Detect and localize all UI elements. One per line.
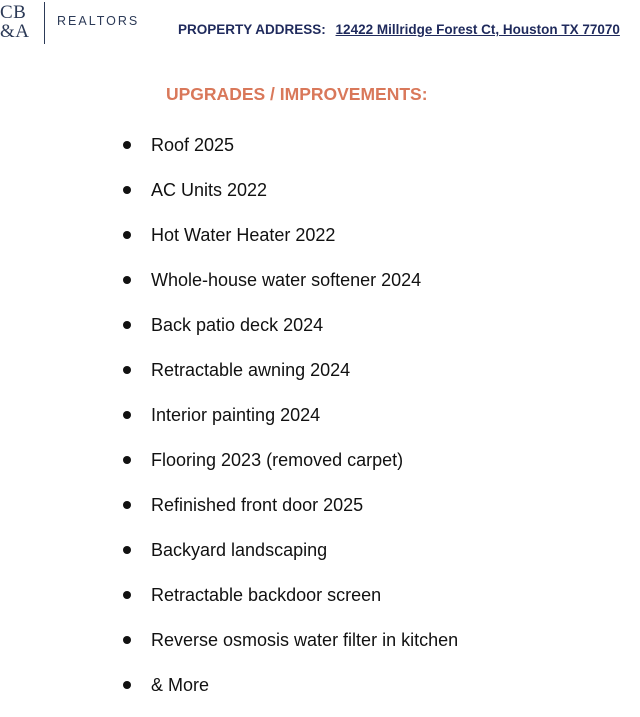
list-item-text: Flooring 2023 (removed carpet) [151, 450, 404, 470]
bullet-icon [123, 636, 131, 644]
bullet-icon [123, 231, 131, 239]
list-item-text: Refinished front door 2025 [151, 495, 364, 515]
section-heading: UPGRADES / IMPROVEMENTS: [166, 84, 428, 104]
bullet-icon [123, 681, 131, 689]
list-item-text: Backyard landscaping [151, 540, 328, 560]
logo-wordmark: REALTORS [57, 14, 140, 28]
bullet-icon [123, 501, 131, 509]
bullet-icon [123, 186, 131, 194]
logo-monogram-bottom: &A [0, 21, 30, 42]
bullet-icon [123, 321, 131, 329]
list-item-text: Retractable backdoor screen [151, 585, 382, 605]
list-item-text: Whole-house water softener 2024 [151, 270, 422, 290]
list-item-text: Retractable awning 2024 [151, 360, 351, 380]
address-label: PROPERTY ADDRESS: [178, 22, 326, 37]
logo-monogram-top: CB [0, 2, 27, 23]
bullet-icon [123, 141, 131, 149]
list-item-text: Back patio deck 2024 [151, 315, 324, 335]
list-item-text: Reverse osmosis water filter in kitchen [151, 630, 459, 650]
logo-divider [44, 2, 45, 44]
bullet-icon [123, 411, 131, 419]
list-item-text: & More [151, 675, 210, 695]
list-item-text: Interior painting 2024 [151, 405, 321, 425]
logo-monogram [0, 0, 38, 41]
property-address [178, 22, 620, 37]
bullet-icon [123, 366, 131, 374]
list-item-text: Roof 2025 [151, 135, 235, 155]
list-item-text: AC Units 2022 [151, 180, 268, 200]
bullet-icon [123, 546, 131, 554]
brand-logo [0, 0, 139, 44]
bullet-icon [123, 276, 131, 284]
bullet-icon [123, 456, 131, 464]
address-value: 12422 Millridge Forest Ct, Houston TX 77070 [335, 22, 620, 37]
bullet-icon [123, 591, 131, 599]
list-item-text: Hot Water Heater 2022 [151, 225, 336, 245]
